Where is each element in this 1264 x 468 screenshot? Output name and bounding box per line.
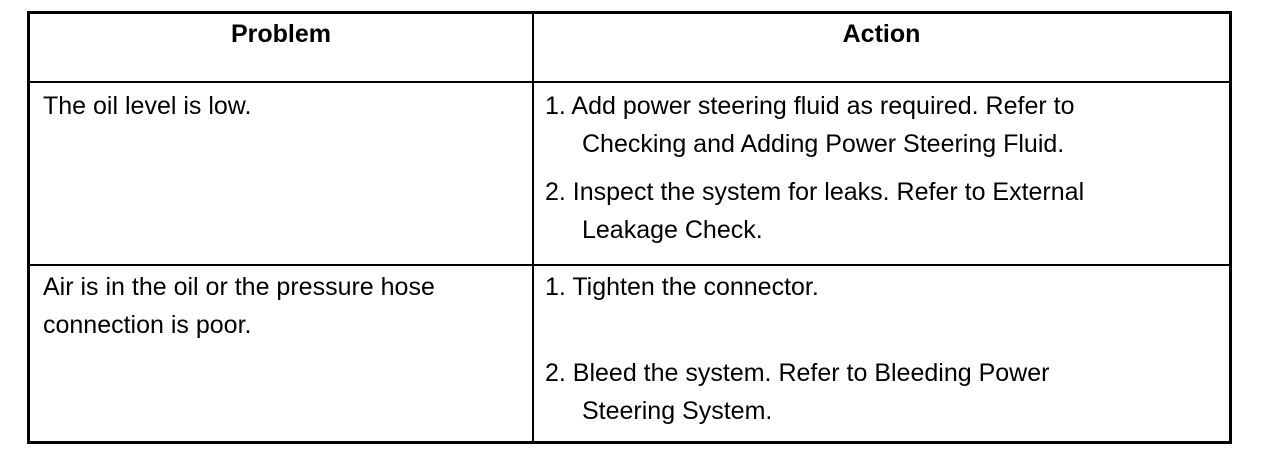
step-continuation: Leakage Check.	[582, 216, 763, 244]
step-text: 2. Bleed the system. Refer to Bleeding Power	[545, 359, 1050, 387]
row-1-problem: The oil level is low.	[43, 92, 252, 120]
problem-line-2: connection is poor.	[43, 311, 252, 339]
row-2-action-step-2	[545, 354, 1049, 430]
troubleshooting-table	[27, 11, 1232, 444]
problem-line-1: Air is in the oil or the pressure hose	[43, 273, 435, 301]
step-continuation: Steering System.	[582, 397, 773, 425]
step-continuation: Checking and Adding Power Steering Fluid.	[582, 130, 1065, 158]
action-column-header: Action	[842, 20, 921, 48]
row-1-action-step-1	[545, 87, 1074, 163]
problem-column-header: Problem	[230, 20, 332, 48]
step-text: 2. Inspect the system for leaks. Refer to External	[545, 178, 1085, 206]
row-1-action-step-2	[545, 173, 1084, 249]
row-2-action-step-1	[545, 268, 819, 306]
step-text: 1. Tighten the connector.	[545, 273, 819, 301]
step-text: 1. Add power steering fluid as required. Refer to	[545, 92, 1075, 120]
row-divider	[30, 264, 1229, 266]
row-2-problem	[43, 268, 435, 344]
